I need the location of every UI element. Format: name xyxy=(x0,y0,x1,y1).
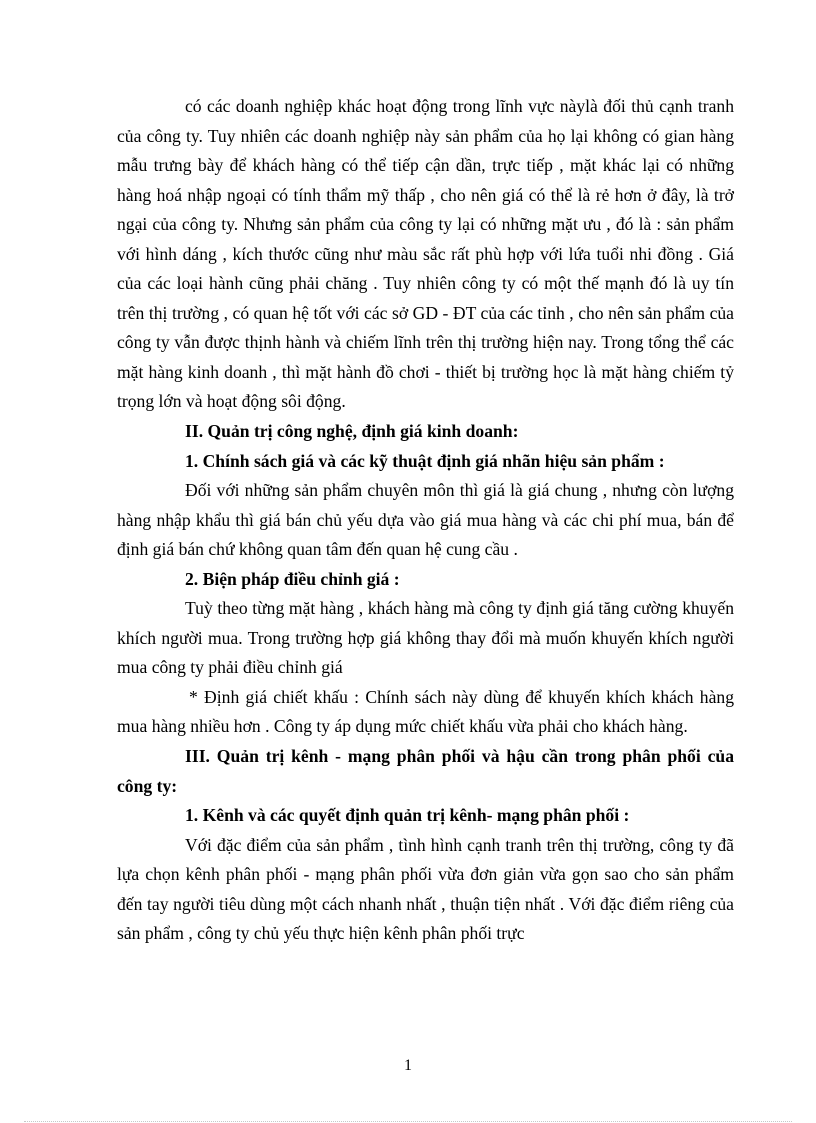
section-heading-iii: III. Quản trị kênh - mạng phân phối và hậu cần trong phân phối của công ty: xyxy=(117,746,734,796)
paragraph-distribution-channel: Với đặc điểm của sản phẩm , tình hình cạnh tranh trên thị trường, công ty đã lựa chọn kênh phân phối - mạng phân phối vừa đơn giản vừa gọn sao cho sản phẩm đến tay người tiêu dùng một cách nhanh nhất , thuận tiện nhất . Với đặc điểm riêng của sản phẩm , công ty chủ yếu thực hiện kênh phân phối trực xyxy=(117,834,734,944)
paragraph-competition: có các doanh nghiệp khác hoạt động trong lĩnh vực nàylà đối thủ cạnh tranh của công ty. Tuy nhiên các doanh nghiệp này sản phẩm của họ lại không có gian hàng mẫu trưng bày để khách hàng có thể tiếp cận dần, trực tiếp , mặt khác lại có những hàng hoá nhập ngoại có tính thẩm mỹ thấp , cho nên giá có thể là rẻ hơn ở đây, là trở ngại của công ty. Nhưng sản phẩm của công ty lại có những mặt ưu , đó là : sản phẩm với hình dáng , kích thước cũng như màu sắc rất phù hợp với lứa tuổi nhi đồng . Giá của các loại hành cũng phải chăng . Tuy nhiên công ty có một thế mạnh đó là uy tín trên thị trường , có quan hệ tốt với các sở GD - ĐT của các tỉnh , cho nên sản phẩm của công ty vẫn được thịnh hành và chiếm lĩnh trên thị trường hiện nay. Trong tổng thể các mặt hàng kinh doanh , thì mặt hành đồ chơi - thiết bị trường học là mặt hàng chiếm tỷ trọng lớn và hoạt động sôi động. xyxy=(117,96,734,412)
page-number: 1 xyxy=(404,1057,412,1074)
page-body xyxy=(117,92,734,949)
paragraph-price-adjustment: Tuỳ theo từng mặt hàng , khách hàng mà công ty định giá tăng cường khuyến khích người mua. Trong trường hợp giá không thay đổi mà muốn khuyến khích người mua công ty phải điều chỉnh giá xyxy=(117,598,734,678)
subheading-pricing-policy: 1. Chính sách giá và các kỹ thuật định giá nhãn hiệu sản phẩm : xyxy=(185,450,665,471)
page-bottom-border xyxy=(24,1121,792,1122)
paragraph-pricing-policy: Đối với những sản phẩm chuyên môn thì giá là giá chung , nhưng còn lượng hàng nhập khẩu thì giá bán chủ yếu dựa vào giá mua hàng và các chi phí mua, bán để định giá bán chứ không quan tâm đến quan hệ cung cầu . xyxy=(117,480,734,560)
subheading-distribution-channel: 1. Kênh và các quyết định quản trị kênh- mạng phân phối : xyxy=(185,805,630,826)
paragraph-discount-pricing: * Định giá chiết khấu : Chính sách này dùng để khuyến khích khách hàng mua hàng nhiều hơn . Công ty áp dụng mức chiết khấu vừa phải cho khách hàng. xyxy=(117,686,734,737)
subheading-price-adjustment: 2. Biện pháp điều chỉnh giá : xyxy=(185,568,400,589)
section-heading-ii: II. Quản trị công nghệ, định giá kinh doanh: xyxy=(185,421,519,442)
